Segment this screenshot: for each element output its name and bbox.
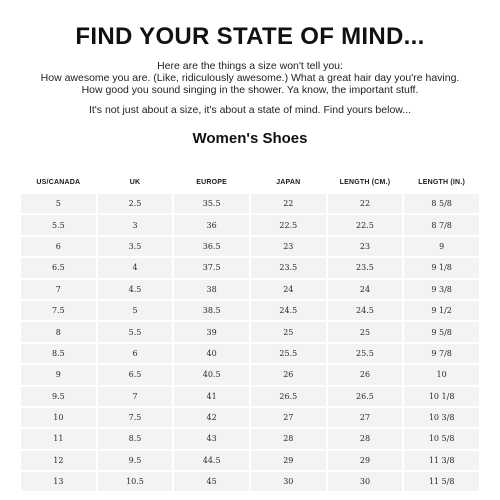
table-cell: 29 bbox=[328, 451, 403, 470]
table-cell: 42 bbox=[174, 408, 249, 427]
column-header: JAPAN bbox=[251, 172, 326, 192]
table-cell: 8 7/8 bbox=[404, 215, 479, 234]
table-cell: 11 5/8 bbox=[404, 472, 479, 491]
table-row bbox=[21, 365, 479, 384]
table-cell: 25 bbox=[251, 322, 326, 341]
table-cell: 10 bbox=[21, 408, 96, 427]
table-cell: 22 bbox=[328, 194, 403, 213]
table-cell: 12 bbox=[21, 451, 96, 470]
table-cell: 8.5 bbox=[98, 429, 173, 448]
table-cell: 38 bbox=[174, 280, 249, 299]
table-cell: 37.5 bbox=[174, 258, 249, 277]
table-cell: 22 bbox=[251, 194, 326, 213]
table-cell: 23.5 bbox=[328, 258, 403, 277]
table-cell: 6.5 bbox=[98, 365, 173, 384]
table-cell: 8 5/8 bbox=[404, 194, 479, 213]
table-cell: 43 bbox=[174, 429, 249, 448]
intro-line-2: How awesome you are. (Like, ridiculously awesome.) What a great hair day you're having. bbox=[40, 72, 460, 84]
table-cell: 7 bbox=[21, 280, 96, 299]
table-cell: 10 1/8 bbox=[404, 387, 479, 406]
table-cell: 30 bbox=[328, 472, 403, 491]
table-row bbox=[21, 387, 479, 406]
table-cell: 4 bbox=[98, 258, 173, 277]
table-cell: 6.5 bbox=[21, 258, 96, 277]
table-cell: 7 bbox=[98, 387, 173, 406]
table-row bbox=[21, 258, 479, 277]
table-row bbox=[21, 429, 479, 448]
table-cell: 5 bbox=[98, 301, 173, 320]
column-header: US/CANADA bbox=[21, 172, 96, 192]
table-cell: 11 bbox=[21, 429, 96, 448]
table-cell: 10 bbox=[404, 365, 479, 384]
intro-line-1: Here are the things a size won't tell you: bbox=[157, 60, 343, 72]
table-cell: 29 bbox=[251, 451, 326, 470]
table-cell: 3.5 bbox=[98, 237, 173, 256]
intro-line-3: How good you sound singing in the shower. Ya know, the important stuff. bbox=[81, 84, 419, 96]
table-cell: 7.5 bbox=[21, 301, 96, 320]
table-cell: 41 bbox=[174, 387, 249, 406]
table-cell: 13 bbox=[21, 472, 96, 491]
table-cell: 36.5 bbox=[174, 237, 249, 256]
table-cell: 22.5 bbox=[251, 215, 326, 234]
table-cell: 11 3/8 bbox=[404, 451, 479, 470]
table-cell: 44.5 bbox=[174, 451, 249, 470]
table-cell: 39 bbox=[174, 322, 249, 341]
table-cell: 24.5 bbox=[328, 301, 403, 320]
table-cell: 2.5 bbox=[98, 194, 173, 213]
section-title: Women's Shoes bbox=[192, 130, 308, 147]
table-row bbox=[21, 280, 479, 299]
size-chart-table bbox=[19, 170, 481, 493]
size-chart-header bbox=[21, 172, 479, 192]
size-chart-body bbox=[21, 194, 479, 491]
table-cell: 36 bbox=[174, 215, 249, 234]
table-cell: 7.5 bbox=[98, 408, 173, 427]
table-cell: 9 3/8 bbox=[404, 280, 479, 299]
page-headline: FIND YOUR STATE OF MIND... bbox=[75, 23, 425, 50]
header-row bbox=[21, 172, 479, 192]
table-cell: 9.5 bbox=[21, 387, 96, 406]
table-row bbox=[21, 322, 479, 341]
intro-paragraph bbox=[0, 60, 500, 96]
column-header: UK bbox=[98, 172, 173, 192]
table-row bbox=[21, 408, 479, 427]
table-cell: 9 1/8 bbox=[404, 258, 479, 277]
table-cell: 25 bbox=[328, 322, 403, 341]
table-cell: 10 5/8 bbox=[404, 429, 479, 448]
table-cell: 9 7/8 bbox=[404, 344, 479, 363]
table-row bbox=[21, 344, 479, 363]
table-cell: 4.5 bbox=[98, 280, 173, 299]
table-cell: 10 3/8 bbox=[404, 408, 479, 427]
table-row bbox=[21, 237, 479, 256]
table-cell: 5.5 bbox=[21, 215, 96, 234]
table-cell: 26.5 bbox=[328, 387, 403, 406]
table-cell: 26 bbox=[251, 365, 326, 384]
table-cell: 24 bbox=[328, 280, 403, 299]
table-cell: 24 bbox=[251, 280, 326, 299]
table-cell: 25.5 bbox=[251, 344, 326, 363]
table-cell: 35.5 bbox=[174, 194, 249, 213]
table-cell: 8.5 bbox=[21, 344, 96, 363]
table-cell: 9 5/8 bbox=[404, 322, 479, 341]
table-cell: 6 bbox=[21, 237, 96, 256]
table-cell: 9.5 bbox=[98, 451, 173, 470]
table-cell: 26.5 bbox=[251, 387, 326, 406]
table-cell: 25.5 bbox=[328, 344, 403, 363]
column-header: LENGTH (CM.) bbox=[328, 172, 403, 192]
table-cell: 38.5 bbox=[174, 301, 249, 320]
table-cell: 45 bbox=[174, 472, 249, 491]
table-cell: 23 bbox=[328, 237, 403, 256]
column-header: EUROPE bbox=[174, 172, 249, 192]
table-cell: 28 bbox=[328, 429, 403, 448]
tagline: It's not just about a size, it's about a state of mind. Find yours below... bbox=[88, 104, 412, 116]
table-cell: 28 bbox=[251, 429, 326, 448]
table-row bbox=[21, 451, 479, 470]
table-cell: 24.5 bbox=[251, 301, 326, 320]
table-row bbox=[21, 194, 479, 213]
table-cell: 9 bbox=[21, 365, 96, 384]
table-cell: 23 bbox=[251, 237, 326, 256]
table-cell: 40 bbox=[174, 344, 249, 363]
table-cell: 23.5 bbox=[251, 258, 326, 277]
table-cell: 9 1/2 bbox=[404, 301, 479, 320]
table-cell: 10.5 bbox=[98, 472, 173, 491]
table-row bbox=[21, 301, 479, 320]
table-row bbox=[21, 215, 479, 234]
table-cell: 6 bbox=[98, 344, 173, 363]
table-cell: 5 bbox=[21, 194, 96, 213]
column-header: LENGTH (IN.) bbox=[404, 172, 479, 192]
table-cell: 3 bbox=[98, 215, 173, 234]
table-cell: 5.5 bbox=[98, 322, 173, 341]
table-row bbox=[21, 472, 479, 491]
table-cell: 27 bbox=[328, 408, 403, 427]
table-cell: 9 bbox=[404, 237, 479, 256]
table-cell: 40.5 bbox=[174, 365, 249, 384]
table-cell: 22.5 bbox=[328, 215, 403, 234]
table-cell: 26 bbox=[328, 365, 403, 384]
table-cell: 30 bbox=[251, 472, 326, 491]
table-cell: 8 bbox=[21, 322, 96, 341]
table-cell: 27 bbox=[251, 408, 326, 427]
